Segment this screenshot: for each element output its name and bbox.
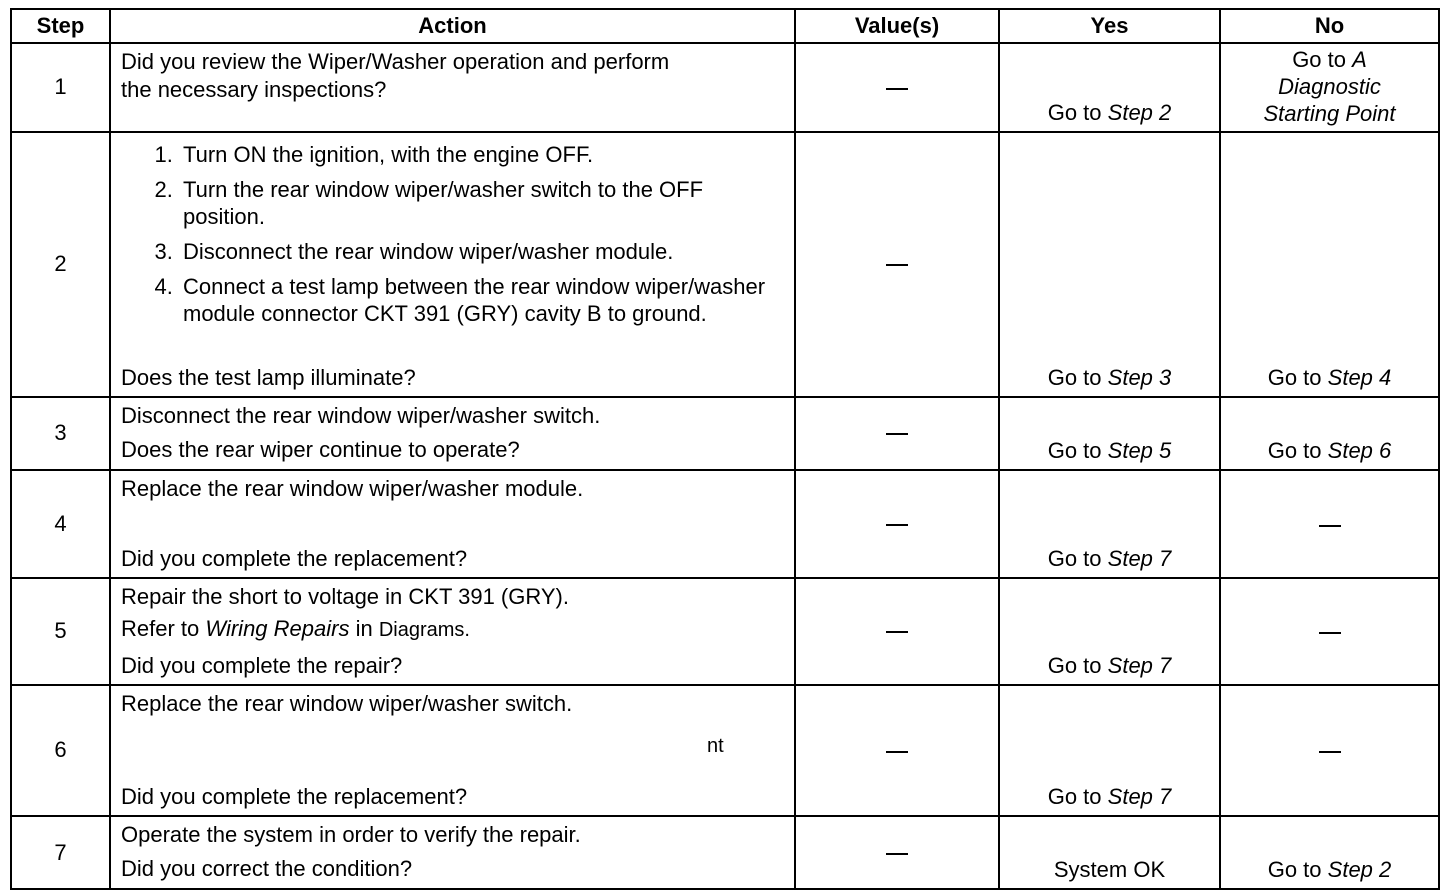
yes-cell [999,685,1220,817]
list-item: 2. Turn the rear window wiper/washer switch to the OFF position. [179,176,786,230]
value-dash [886,631,908,633]
action-text: the necessary inspections? [121,77,387,102]
step-reference: Step 2 [1327,857,1392,882]
step-number: 4 [11,470,110,578]
yes-cell [999,43,1220,132]
no-dash [1319,751,1341,753]
diagnostic-reference: A [1352,47,1367,72]
diagnostic-reference: Starting Point [1263,101,1396,126]
action-text: Did you review the Wiper/Washer operation and perform [121,49,670,74]
header-yes: Yes [999,9,1220,43]
yes-cell [999,816,1220,889]
go-to-text: Go to [1267,438,1322,464]
action-cell [110,470,795,578]
no-dash [1319,632,1341,634]
table-row-step-5 [11,578,1439,685]
step-number: 1 [11,43,110,132]
step-number: 5 [11,578,110,685]
no-cell [1220,132,1439,397]
wiring-repairs-reference: Wiring Repairs [205,615,350,641]
step-reference: Step 4 [1327,364,1392,390]
go-to-text: Go to [1267,364,1322,390]
action-question: Did you complete the repair? [121,652,403,678]
value-dash [886,433,908,435]
diagnostic-reference: Diagnostic [1278,74,1381,99]
yes-cell [999,132,1220,397]
step-reference: Step 2 [1107,99,1172,125]
value-dash [886,524,908,526]
diagrams-reference: Diagrams. [378,618,470,641]
go-to-text: Go to [1292,47,1346,72]
go-to-text: Go to [1047,784,1102,810]
table-row-step-6 [11,685,1439,817]
action-text: Disconnect the rear window wiper/washer switch. [121,402,601,428]
value-cell [795,470,999,578]
action-cell [110,132,795,397]
refer-text: Refer to [121,615,200,641]
table-row-step-1 [11,43,1439,132]
no-cell [1220,816,1439,889]
value-cell [795,685,999,817]
action-cell [110,578,795,685]
go-to-text: Go to [1047,545,1102,571]
action-question: Does the rear wiper continue to operate? [121,436,520,462]
go-to-text: Go to [1047,364,1102,390]
value-cell [795,397,999,471]
header-action: Action [110,9,795,43]
action-cell [110,397,795,471]
system-ok-text: System OK [1053,857,1166,882]
value-cell [795,132,999,397]
table-row-step-3 [11,397,1439,471]
yes-cell [999,470,1220,578]
action-text: Repair the short to voltage in CKT 391 (GRY). [121,583,569,609]
step-reference: Step 7 [1107,652,1172,678]
step-number: 6 [11,685,110,817]
list-item: 4. Connect a test lamp between the rear window wiper/washer module connector CKT 391 (GRY) cavity B to ground. [179,273,786,327]
stray-text: nt [707,734,724,757]
header-step: Step [11,9,110,43]
step-reference: Step 7 [1107,784,1172,810]
action-question: Did you complete the replacement? [121,784,468,810]
action-cell [110,43,795,132]
action-question: Did you complete the replacement? [121,545,468,571]
value-dash [886,853,908,855]
value-dash [886,88,908,90]
go-to-text: Go to [1047,99,1102,125]
table-row-step-7 [11,816,1439,889]
action-question: Does the test lamp illuminate? [121,364,416,390]
step-reference: Step 5 [1107,438,1172,464]
step-reference: Step 3 [1107,364,1172,390]
diagnostic-table [10,8,1440,890]
header-no: No [1220,9,1439,43]
no-cell [1220,470,1439,578]
action-question: Did you correct the condition? [121,856,413,882]
yes-cell [999,397,1220,471]
no-cell [1220,43,1439,132]
step-number: 3 [11,397,110,471]
action-text [121,615,786,644]
no-cell [1220,685,1439,817]
value-dash [886,264,908,266]
table-row-step-2 [11,132,1439,397]
no-cell [1220,578,1439,685]
go-to-text: Go to [1047,652,1102,678]
action-cell [110,816,795,889]
header-row [11,9,1439,43]
value-cell [795,43,999,132]
action-text: Replace the rear window wiper/washer module. [121,476,584,502]
list-item: 3. Disconnect the rear window wiper/washer module. [179,238,786,265]
go-to-text: Go to [1047,438,1102,464]
no-cell [1220,397,1439,471]
action-cell [110,685,795,817]
go-to-text: Go to [1267,857,1322,882]
value-cell [795,578,999,685]
value-dash [886,751,908,753]
action-text: Replace the rear window wiper/washer switch. [121,690,573,716]
step-number: 7 [11,816,110,889]
step-reference: Step 7 [1107,545,1172,571]
table-row-step-4 [11,470,1439,578]
step-number: 2 [11,132,110,397]
list-item: 1. Turn ON the ignition, with the engine OFF. [179,141,786,168]
yes-cell [999,578,1220,685]
header-values: Value(s) [795,9,999,43]
procedure-list [121,141,786,327]
value-cell [795,816,999,889]
no-dash [1319,525,1341,527]
refer-text: in [355,615,373,641]
step-reference: Step 6 [1327,438,1392,464]
action-text: Operate the system in order to verify the repair. [121,822,581,848]
